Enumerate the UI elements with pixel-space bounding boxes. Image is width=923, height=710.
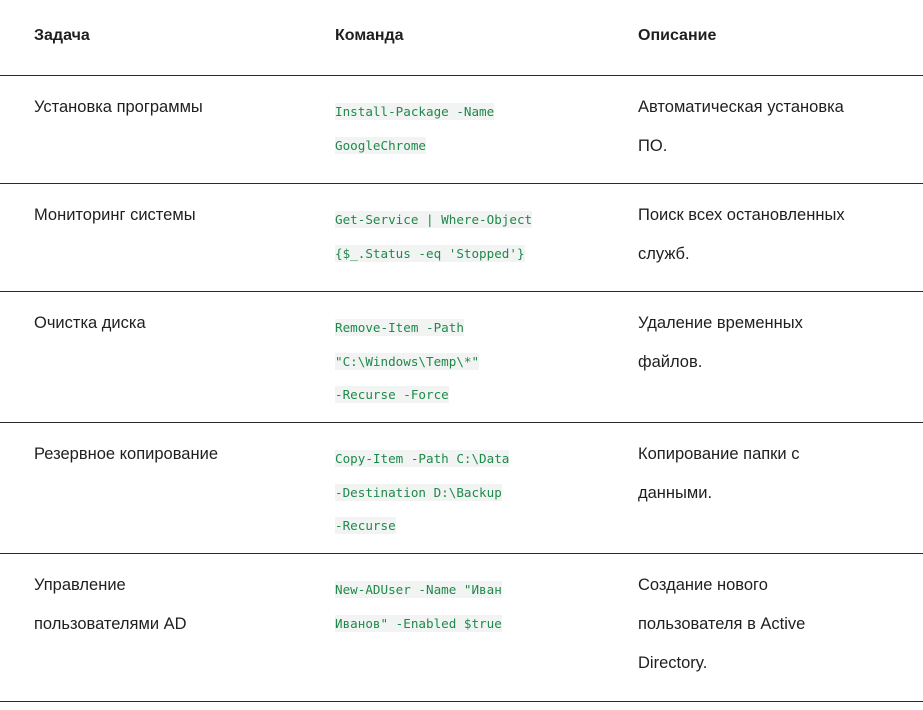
command-line: Get-Service | Where-Object [335, 212, 533, 227]
description-line: Поиск всех остановленных [638, 206, 845, 224]
task-cell [34, 304, 314, 343]
task-line: Мониторинг системы [34, 206, 196, 224]
task-line: Установка программы [34, 98, 203, 116]
table-row [0, 423, 923, 554]
command-line: -Recurse [335, 518, 396, 533]
description-line: Автоматическая установка [638, 98, 844, 116]
description-line: данными. [638, 484, 713, 502]
command-line: -Recurse -Force [335, 387, 449, 402]
command-line: Install-Package -Name [335, 104, 495, 119]
command-line: New-ADUser -Name "Иван [335, 582, 502, 597]
command-line: "C:\Windows\Temp\*" [335, 353, 480, 369]
description-cell [638, 196, 908, 274]
description-cell [638, 566, 908, 683]
description-line: ПО. [638, 137, 668, 155]
table-header-row [0, 0, 923, 76]
command-line: Remove-Item -Path [335, 320, 464, 335]
description-line: служб. [638, 245, 690, 263]
table-row [0, 76, 923, 184]
description-line: Создание нового [638, 576, 768, 594]
command-line: Иванов" -Enabled $true [335, 615, 502, 631]
header-command: Команда [335, 27, 404, 44]
description-line: Directory. [638, 654, 708, 672]
description-line: Копирование папки с [638, 445, 800, 463]
command-cell [335, 311, 615, 412]
command-line: -Destination D:\Backup [335, 484, 502, 500]
header-description: Описание [638, 27, 717, 44]
task-line: Резервное копирование [34, 445, 218, 463]
command-cell [335, 203, 615, 270]
description-cell [638, 88, 908, 166]
command-line: Copy-Item -Path C:\Data [335, 451, 510, 466]
description-line: файлов. [638, 353, 703, 371]
table-row [0, 292, 923, 423]
description-line: пользователя в Active [638, 615, 806, 633]
task-line: Очистка диска [34, 314, 146, 332]
task-line: Управление [34, 576, 126, 594]
task-cell [34, 88, 314, 127]
task-line: пользователями AD [34, 615, 187, 633]
command-line: GoogleChrome [335, 137, 426, 153]
task-cell [34, 435, 314, 474]
task-cell [34, 566, 314, 644]
command-cell [335, 95, 615, 162]
task-cell [34, 196, 314, 235]
description-cell [638, 304, 908, 382]
description-cell [638, 435, 908, 513]
command-cell [335, 442, 615, 543]
command-cell [335, 573, 615, 640]
description-line: Удаление временных [638, 314, 803, 332]
header-task: Задача [34, 27, 90, 44]
table-row [0, 184, 923, 292]
table-row [0, 554, 923, 702]
command-line: {$_.Status -eq 'Stopped'} [335, 245, 525, 261]
